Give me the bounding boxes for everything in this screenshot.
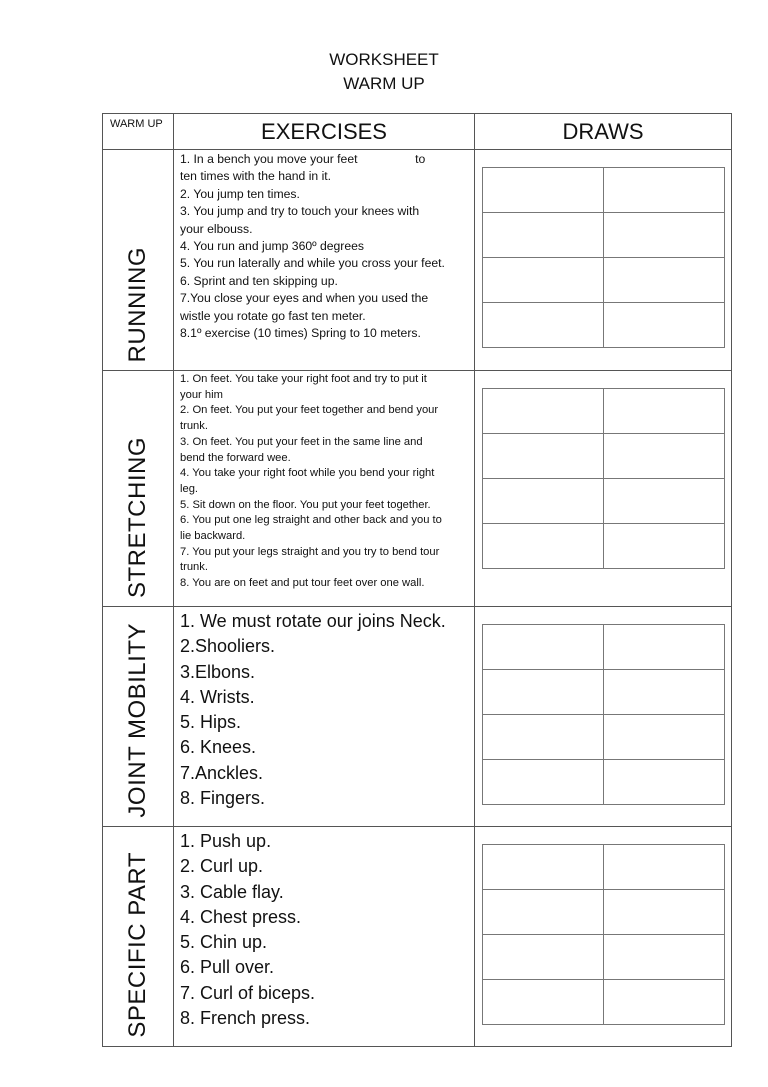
exercise-line: your him	[180, 388, 223, 401]
category-label-running: RUNNING	[124, 246, 151, 362]
exercise-line: 5. Chin up.	[180, 932, 268, 953]
exercise-line: 7. Curl of biceps.	[180, 982, 316, 1003]
category-cell	[103, 150, 174, 371]
header-exercises: EXERCISES	[174, 114, 475, 150]
draw-box[interactable]	[604, 479, 725, 524]
draw-box[interactable]	[604, 845, 725, 890]
draw-box[interactable]	[483, 524, 604, 569]
exercise-line: 2. You jump ten times.	[180, 186, 300, 201]
warm-up-table	[102, 113, 732, 1047]
exercise-line: 6. Knees.	[180, 737, 257, 758]
drawing-grid	[482, 844, 725, 1025]
exercise-line: 4. Chest press.	[180, 906, 302, 927]
draw-box[interactable]	[604, 389, 725, 434]
section-row-stretching	[103, 371, 732, 607]
exercise-line: 6. You put one leg straight and other back and you to	[180, 514, 442, 527]
draw-box[interactable]	[483, 303, 604, 348]
exercise-list-stretching	[174, 371, 475, 607]
exercise-list-joint-mobility	[174, 607, 475, 827]
category-label-stretching: STRETCHING	[124, 437, 151, 598]
exercise-line: lie backward.	[180, 530, 246, 543]
exercise-list-running	[174, 150, 475, 371]
header-draws: DRAWS	[475, 114, 732, 150]
draw-box[interactable]	[483, 213, 604, 258]
exercise-line: 4. You run and jump 360º degrees	[180, 239, 365, 254]
exercise-line: your elbouss.	[180, 221, 253, 236]
draw-box[interactable]	[483, 890, 604, 935]
draw-box[interactable]	[483, 479, 604, 524]
category-label-joint-mobility: JOINT MOBILITY	[124, 623, 151, 818]
draw-box[interactable]	[604, 980, 725, 1025]
draw-box[interactable]	[483, 258, 604, 303]
exercise-line: trunk.	[180, 561, 208, 574]
exercise-line: 1. On feet. You take your right foot and try to put it	[180, 373, 427, 385]
draw-box[interactable]	[483, 625, 604, 670]
draw-box[interactable]	[604, 935, 725, 980]
exercise-line: 1. We must rotate our joins Neck.	[180, 611, 446, 631]
draw-box[interactable]	[604, 213, 725, 258]
category-label-specific-part: SPECIFIC PART	[124, 852, 151, 1038]
draw-box[interactable]	[483, 434, 604, 479]
exercise-line: 5. Hips.	[180, 712, 242, 733]
draw-box[interactable]	[604, 303, 725, 348]
drawing-grid	[482, 624, 725, 805]
exercise-line: 8.1º exercise (10 times) Spring to 10 meters.	[180, 326, 421, 341]
exercise-line: 5. You run laterally and while you cross your feet.	[180, 256, 445, 271]
title-line-2: WARM UP	[343, 74, 425, 93]
draw-box[interactable]	[483, 670, 604, 715]
exercise-line: 4. You take your right foot while you bend your right	[180, 467, 435, 480]
draw-box[interactable]	[483, 845, 604, 890]
draw-box[interactable]	[604, 890, 725, 935]
drawing-grid	[482, 388, 725, 569]
exercise-line: 7. You put your legs straight and you try to bend tour	[180, 545, 440, 558]
draw-box[interactable]	[604, 715, 725, 760]
exercise-line: 1. Push up.	[180, 831, 272, 851]
category-cell	[103, 371, 174, 607]
exercise-line: leg.	[180, 482, 199, 495]
exercise-line: 7.Anckles.	[180, 762, 264, 783]
draw-box[interactable]	[604, 168, 725, 213]
draw-box[interactable]	[483, 168, 604, 213]
draw-area-joint-mobility	[475, 607, 732, 827]
draw-box[interactable]	[604, 434, 725, 479]
exercise-line: 3. Cable flay.	[180, 881, 284, 902]
exercise-line: 5. Sit down on the floor. You put your feet together.	[180, 498, 431, 511]
exercise-line: trunk.	[180, 420, 208, 433]
exercise-line: wistle you rotate go fast ten meter.	[180, 308, 366, 323]
draw-area-stretching	[475, 371, 732, 607]
draw-box[interactable]	[483, 935, 604, 980]
exercise-line: 8. You are on feet and put tour feet over one wall.	[180, 577, 425, 590]
draw-box[interactable]	[604, 258, 725, 303]
draw-box[interactable]	[604, 670, 725, 715]
exercise-list-specific-part	[174, 827, 475, 1047]
draw-box[interactable]	[604, 524, 725, 569]
draw-box[interactable]	[604, 625, 725, 670]
draw-area-specific-part	[475, 827, 732, 1047]
exercise-line: 6. Pull over.	[180, 957, 275, 978]
exercise-line: 1. In a bench you move your feet to	[180, 152, 426, 166]
exercise-line: ten times with the hand in it.	[180, 169, 332, 184]
draw-box[interactable]	[483, 760, 604, 805]
worksheet-title	[0, 48, 768, 96]
header-row	[103, 114, 732, 150]
header-corner: WARM UP	[103, 114, 174, 150]
draw-box[interactable]	[483, 980, 604, 1025]
section-row-specific-part	[103, 827, 732, 1047]
section-row-running	[103, 150, 732, 371]
drawing-grid	[482, 167, 725, 348]
exercise-line: 2. Curl up.	[180, 856, 264, 877]
exercise-line: 8. French press.	[180, 1008, 311, 1029]
category-cell	[103, 827, 174, 1047]
exercise-line: 6. Sprint and ten skipping up.	[180, 273, 338, 288]
draw-box[interactable]	[604, 760, 725, 805]
title-line-1: WORKSHEET	[329, 50, 439, 69]
exercise-line: 3.Elbons.	[180, 661, 256, 682]
exercise-line: bend the forward wee.	[180, 451, 291, 464]
draw-box[interactable]	[483, 715, 604, 760]
exercise-line: 3. You jump and try to touch your knees with	[180, 204, 420, 219]
exercise-line: 3. On feet. You put your feet in the same line and	[180, 435, 423, 448]
exercise-line: 2.Shooliers.	[180, 636, 276, 657]
section-row-joint-mobility	[103, 607, 732, 827]
exercise-line: 8. Fingers.	[180, 788, 266, 809]
draw-area-running	[475, 150, 732, 371]
exercise-line: 4. Wrists.	[180, 686, 255, 707]
draw-box[interactable]	[483, 389, 604, 434]
exercise-line: 2. On feet. You put your feet together and bend your	[180, 404, 439, 417]
category-cell	[103, 607, 174, 827]
exercise-line: 7.You close your eyes and when you used the	[180, 291, 429, 306]
